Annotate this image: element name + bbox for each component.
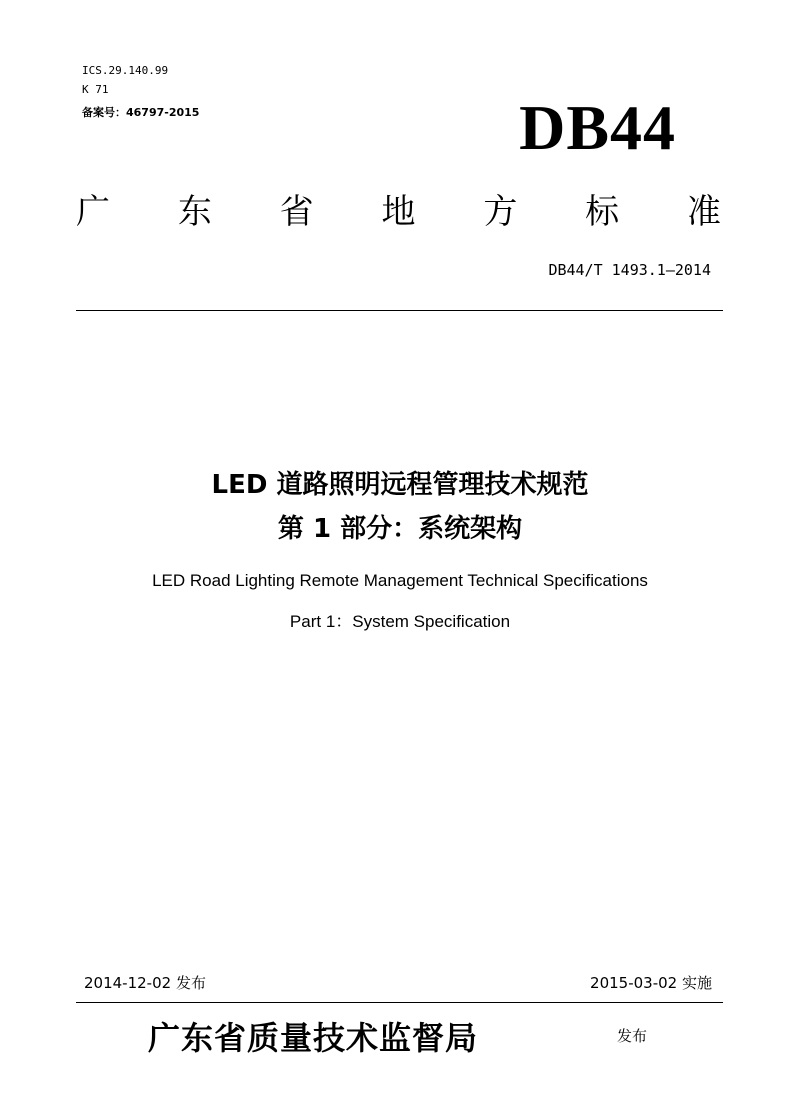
chinese-title-line-2: 第 1 部分：系统架构 (277, 514, 523, 544)
classification-code: K 71 (82, 83, 109, 96)
implementation-date: 2015-03-02 实施 (590, 974, 712, 992)
issuing-authority: 广东省质量技术监督局 (148, 1019, 479, 1057)
db-code: DB44 (519, 92, 676, 163)
standard-type-char: 东 (177, 192, 212, 232)
standard-type-char: 广 (76, 192, 110, 232)
english-title-line-1: LED Road Lighting Remote Management Technical Specifications (152, 571, 648, 590)
standard-type-char: 地 (381, 192, 416, 232)
standard-type-char: 方 (483, 192, 518, 232)
chinese-title-line-1: LED 道路照明远程管理技术规范 (211, 470, 589, 500)
standard-type-char: 标 (585, 192, 620, 232)
standard-type-char: 准 (686, 192, 721, 232)
ics-code: ICS.29.140.99 (82, 64, 169, 77)
issue-date: 2014-12-02 发布 (84, 974, 206, 992)
record-number: 备案号：46797-2015 (82, 106, 200, 119)
issuing-label: 发布 (617, 1027, 648, 1045)
standard-type-char: 省 (279, 192, 314, 232)
top-divider (76, 310, 723, 311)
standard-number: DB44/T 1493.1—2014 (548, 261, 711, 279)
standard-type-title (76, 184, 721, 233)
bottom-divider (76, 1002, 723, 1003)
english-title-line-2: Part 1：System Specification (289, 612, 511, 631)
